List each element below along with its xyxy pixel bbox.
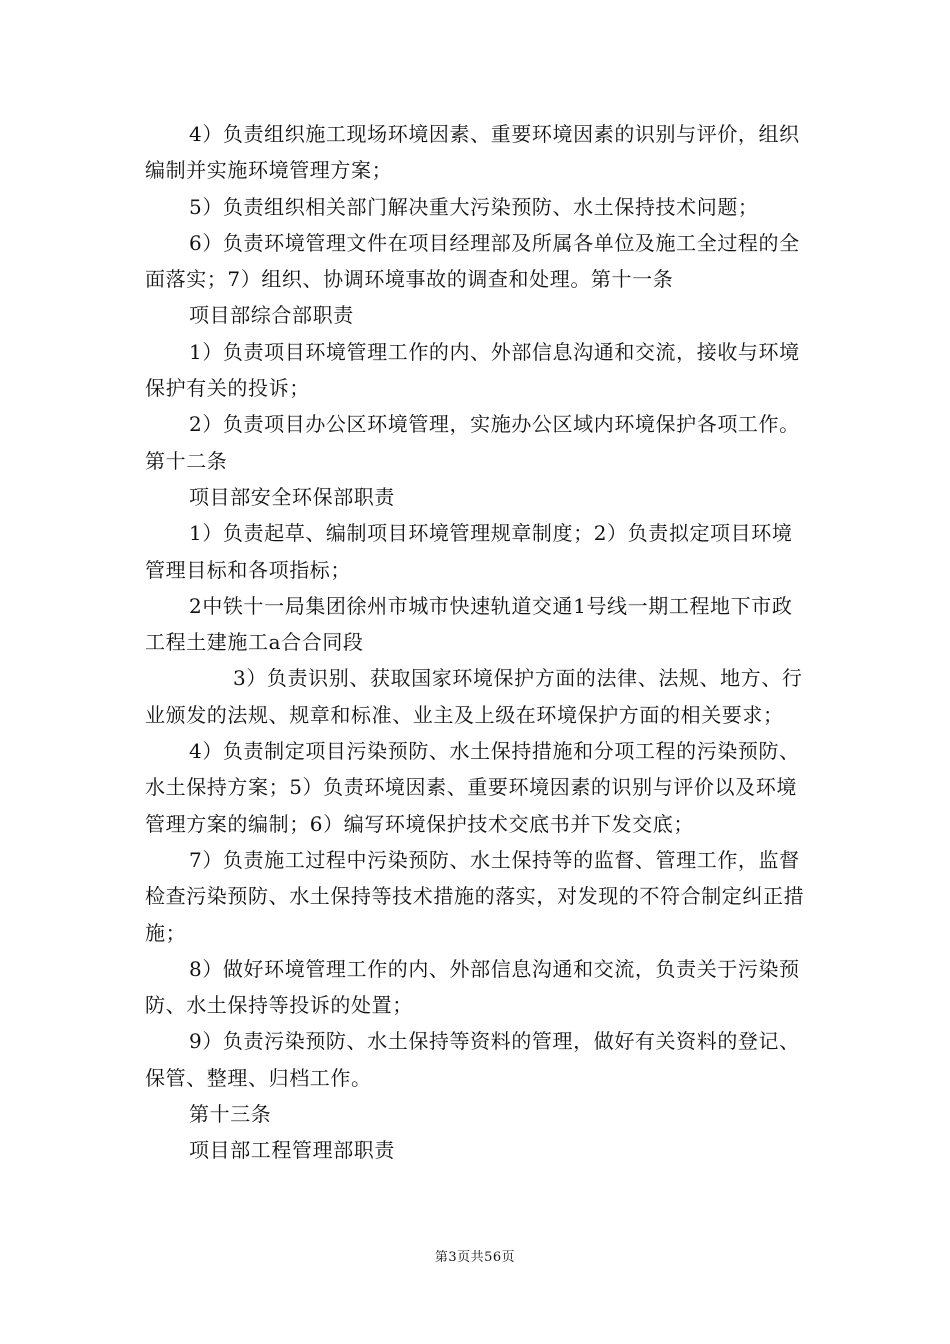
paragraph-item-5: 5）负责组织相关部门解决重大污染预防、水土保持技术问题； [189,194,759,219]
running-header-text: 2中铁十一局集团徐州市城市快速轨道交通1号线一期工程地下市政工程土建施工a合合同段 [145,593,793,655]
paragraph-safety-9: 9）负责污染预防、水土保持等资料的管理，做好有关资料的登记、保管、整理、归档工作。 [145,1029,800,1090]
paragraph-general-1: 1）负责项目环境管理工作的内、外部信息沟通和交流，接收与环境保护有关的投诉； [145,339,800,401]
section-heading-safety-dept: 项目部安全环保部职责 [189,484,395,509]
paragraph-safety-1-2: 1）负责起草、编制项目环境管理规章制度；2）负责拟定项目环境管理目标和各项指标； [145,521,793,582]
paragraph-safety-8: 8）做好环境管理工作的内、外部信息沟通和交流，负责关于污染预防、水土保持等投诉的处置； [145,956,800,1018]
paragraph-item-6-7: 6）负责环境管理文件在项目经理部及所属各单位及施工全过程的全面落实；7）组织、协调环境事故的调查和处理。第十一条 [145,230,800,292]
document-body [145,116,810,1169]
section-heading-general-dept: 项目部综合部职责 [189,303,354,328]
paragraph-item-4: 4）负责组织施工现场环境因素、重要环境因素的识别与评价，组织编制并实施环境管理方案； [145,122,800,183]
section-heading-engineering-dept: 项目部工程管理部职责 [189,1138,395,1163]
article-number-13: 第十三条 [189,1102,272,1127]
page-number-footer: 第3页共56页 [434,1250,516,1265]
paragraph-general-2: 2）负责项目办公区环境管理，实施办公区域内环境保护各项工作。第十二条 [145,412,800,473]
paragraph-safety-3: 3）负责识别、获取国家环境保护方面的法律、法规、地方、行业颁发的法规、规章和标准、业主及上级在环境保护方面的相关要求； [145,666,803,727]
paragraph-safety-7: 7）负责施工过程中污染预防、水土保持等的监督、管理工作，监督检查污染预防、水土保持等技术措施的落实，对发现的不符合制定纠正措施； [145,847,805,945]
paragraph-safety-4-6: 4）负责制定项目污染预防、水土保持措施和分项工程的污染预防、水土保持方案；5）负责环境因素、重要环境因素的识别与评价以及环境管理方案的编制；6）编写环境保护技术交底书并下发交底； [145,739,800,836]
